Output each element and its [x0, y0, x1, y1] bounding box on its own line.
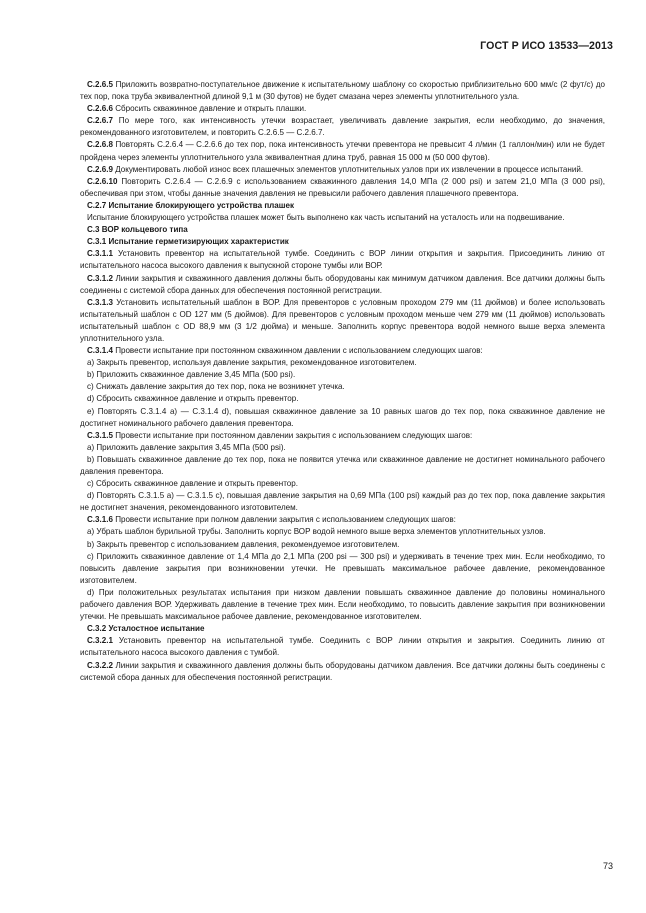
list-item: c) Приложить скважинное давление от 1,4 МПа до 2,1 МПа (200 psi — 300 psi) и удерживать в течение трех мин. Если необходимо, то повысить давление закрытия при возникновении утечки. Не превышать максимальное рабочее давление, рекомендованное изготовителем.	[80, 551, 605, 585]
paragraph-c315	[80, 430, 605, 442]
paragraph-c313	[80, 297, 605, 345]
paragraph-text: Провести испытание при полном давлении закрытия с использованием следующих шагов:	[112, 515, 456, 525]
clause-number: С.3.1.1	[87, 249, 113, 259]
clause-number: С.3.1.4	[87, 346, 113, 356]
paragraph-c267	[80, 115, 605, 139]
clause-number: С.3.1.2	[87, 273, 113, 283]
paragraph-c27-body: Испытание блокирующего устройства плашек может быть выполнено как часть испытаний на усталость или на подвешивание.	[87, 213, 565, 223]
paragraph-text: Линии закрытия и скважинного давления должны быть оборудованы как минимум датчиком давления. Все датчики должны быть соединены с системой сбора данных для обеспечения постоянной регистрации.	[80, 273, 605, 295]
paragraph-text: Документировать любой износ всех плашечных элементов уплотнительных узлов при их извлечении в процессе испытаний.	[112, 164, 584, 174]
page-header-title: ГОСТ Р ИСО 13533—2013	[480, 40, 613, 52]
clause-number: С.2.6.7	[87, 116, 113, 126]
clause-number: С.3.1.6	[87, 515, 113, 525]
clause-number: С.2.6.10	[87, 176, 118, 186]
document-body	[80, 79, 605, 684]
clause-number: С.2.6.9	[87, 164, 113, 174]
paragraph-text: Повторять С.2.6.4 — С.2.6.6 до тех пор, пока интенсивность утечки превентора не превысит 4 л/мин (1 галлон/мин) или не будет пройдена через элементы уплотнительного узла эквивалентная длина труб, равная 15 000 м (50 000 футов).	[80, 140, 605, 162]
clause-number: С.2.6.8	[87, 140, 113, 150]
clause-number: С.3.1.5	[87, 430, 113, 440]
list-item: d) Повторять С.3.1.5 a) — С.3.1.5 c), повышая давление закрытия на 0,69 МПа (100 psi) каждый раз до тех пор, пока давление закрытия не достигнет значения, рекомендованного изготовителем.	[80, 491, 605, 513]
paragraph-c321	[80, 635, 605, 659]
clause-number: С.3.1.3	[87, 297, 113, 307]
paragraph-c2610	[80, 176, 605, 200]
clause-number: С.2.6.6	[87, 104, 113, 114]
paragraph-text: Сбросить скважинное давление и открыть плашки.	[112, 104, 307, 114]
section-heading-c27: С.2.7 Испытание блокирующего устройства плашек	[87, 200, 294, 210]
paragraph-text: Установить превентор на испытательной тумбе. Соединить с ВОР линии открытия и закрытия. Соединить линию от испытательного насоса высокого давления с тумбой.	[80, 636, 605, 658]
paragraph-c311	[80, 248, 605, 272]
paragraph-c265	[80, 79, 605, 103]
list-item: b) Приложить скважинное давление 3,45 МПа (500 psi).	[87, 370, 296, 380]
clause-number: С.3.2.1	[87, 636, 113, 646]
paragraph-c322	[80, 660, 605, 684]
list-item: a) Убрать шаблон бурильной трубы. Заполнить корпус ВОР водой немного выше верха элементов уплотнительных узлов.	[87, 527, 546, 537]
section-heading-c3: С.3 ВОР кольцевого типа	[87, 225, 188, 235]
paragraph-text: Установить превентор на испытательной тумбе. Соединить с ВОР линии открытия и закрытия. Присоединить линию от испытательного насоса высокого давления к выпускной стороне тумбы или ВОР.	[80, 249, 605, 271]
list-item: d) Сбросить скважинное давление и открыть превентор.	[87, 394, 299, 404]
paragraph-text: Повторить С.2.6.4 — С.2.6.9 с использованием скважинного давления 14,0 МПа (2 000 psi) и затем 21,0 МПа (3 000 psi), обеспечивая при этом, чтобы данные значения давления не превысили рабочего давления плашечного превентора.	[80, 176, 605, 198]
paragraph-c268	[80, 139, 605, 163]
list-item: c) Снижать давление закрытия до тех пор, пока не возникнет утечка.	[87, 382, 345, 392]
paragraph-text: Провести испытание при постоянном давлении закрытия с использованием следующих шагов:	[112, 430, 473, 440]
list-item: d) При положительных результатах испытания при низком давлении повышать скважинное давление до половины номинального рабочего давления ВОР. Удерживать давление в течение трех мин. Если необходимо, то повысить давление закрытия при возникновении утечки. Не превышать максимальное рабочее давление, рекомендованное изготовителем.	[80, 587, 605, 622]
paragraph-text: Провести испытание при постоянном скважинном давлении с использованием следующих шагов:	[112, 346, 483, 356]
list-item: b) Повышать скважинное давление до тех пор, пока не появится утечка или скважинное давление не достигнет номинального рабочего давления превентора.	[80, 454, 605, 476]
section-heading-c31: С.3.1 Испытание герметизирующих характеристик	[87, 237, 289, 247]
list-item: e) Повторять С.3.1.4 a) — С.3.1.4 d), повышая скважинное давление за 10 равных шагов до тех пор, пока скважинное давление не достигнет номинального рабочего давления превентора.	[80, 406, 605, 428]
list-item: a) Закрыть превентор, используя давление закрытия, рекомендованное изготовителем.	[87, 358, 417, 368]
paragraph-c266	[80, 103, 605, 115]
section-heading-c32: С.3.2 Усталостное испытание	[87, 624, 205, 634]
list-item: a) Приложить давление закрытия 3,45 МПа (500 psi).	[87, 442, 286, 452]
paragraph-text: Приложить возвратно-поступательное движение к испытательному шаблону со скоростью приблизительно 600 мм/с (2 фут/с) до тех пор, пока труба эквивалентной длиной 9,1 м (30 футов) не будет смазана через элементы уплотнительного узла.	[80, 80, 605, 102]
list-item: b) Закрыть превентор с использованием давления, рекомендуемое изготовителем.	[87, 539, 400, 549]
clause-number: С.3.2.2	[87, 660, 113, 670]
paragraph-text: Установить испытательный шаблон в ВОР. Для превенторов с условным проходом 279 мм (11 дюймов) и более использовать испытательный шаблон с OD 127 мм (5 дюймов). Для превенторов с условным проходом меньше чем 279 мм (11 дюймов) использовать испытательный шаблон с OD 88,9 мм (3 1/2 дюйма) и меньше. Заполнить корпус превентора водой немного выше верха элемента уплотнительного узла.	[80, 297, 605, 343]
page-number: 73	[602, 861, 613, 871]
paragraph-c312	[80, 273, 605, 297]
list-item: c) Сбросить скважинное давление и открыть превентор.	[87, 479, 298, 489]
paragraph-c269	[80, 164, 605, 176]
clause-number: С.2.6.5	[87, 80, 113, 89]
paragraph-text: Линии закрытия и скважинного давления должны быть оборудованы датчиком давления. Все датчики должны быть соединены с системой сбора данных для обеспечения постоянной регистрации.	[80, 660, 605, 682]
paragraph-text: По мере того, как интенсивность утечки возрастает, увеличивать давление закрытия, если необходимо, до значения, рекомендованного изготовителем, и повторить С.2.6.5 — С.2.6.7.	[80, 116, 605, 138]
paragraph-c314	[80, 345, 605, 357]
paragraph-c316	[80, 514, 605, 526]
